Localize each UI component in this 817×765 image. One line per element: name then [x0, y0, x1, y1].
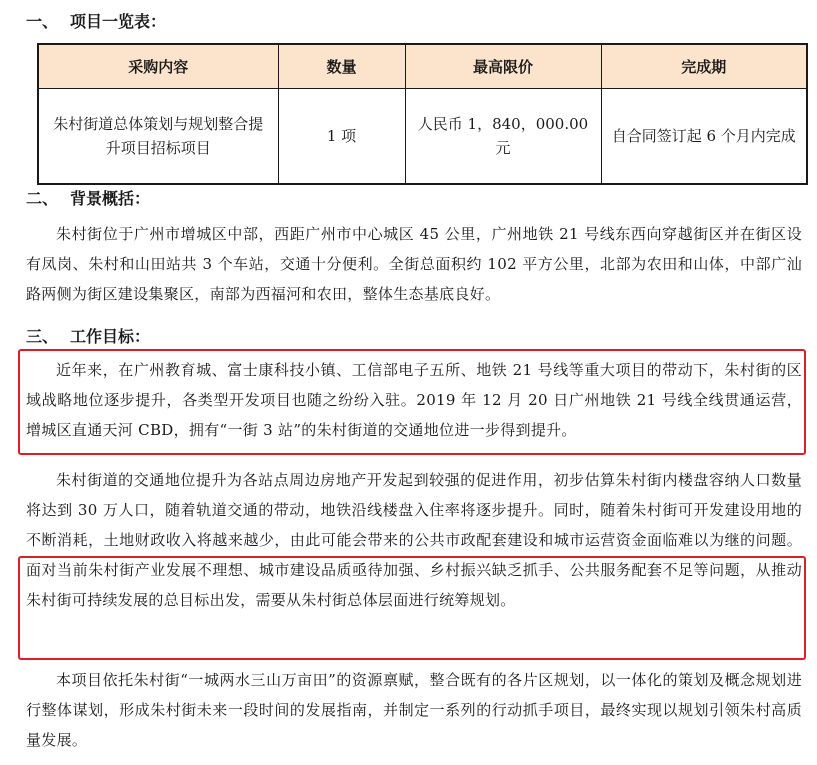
- header-completion: 完成期: [601, 44, 807, 89]
- project-table: [37, 43, 808, 185]
- cell-completion: 自合同签订起 6 个月内完成: [601, 89, 807, 185]
- section-2-title: 背景概括：: [70, 189, 151, 208]
- header-quantity: 数量: [278, 44, 405, 89]
- section-1-heading: [26, 12, 166, 32]
- section-1-title: 项目一览表：: [70, 12, 167, 31]
- cell-content: 朱村街道总体策划与规划整合提升项目招标项目: [38, 89, 278, 185]
- goal-paragraph-1: 近年来，在广州教育城、富士康科技小镇、工信部电子五所、地铁 21 号线等重大项目的带动下，朱村街的区域战略地位逐步提升，各类型开发项目也随之纷纷入驻。2019 年 12 月 20 日广州地铁 21 号线全线贯通运营，增城区直通天河 CBD，拥有“一街 3 站”的朱村街道的交通地位进一步得到提升。: [26, 361, 802, 439]
- section-3-heading: [26, 327, 150, 347]
- goal-paragraph-3: 本项目依托朱村街“一城两水三山万亩田”的资源禀赋，整合既有的各片区规划，以一体化的策划及概念规划进行整体谋划，形成朱村街未来一段时间的发展指南，并制定一系列的行动抓手项目，最终实现以规划引领朱村高质量发展。: [26, 671, 802, 749]
- header-max-price: 最高限价: [405, 44, 601, 89]
- section-2-heading: [26, 189, 150, 209]
- cell-max-price: 人民币 1，840，000.00 元: [405, 89, 601, 185]
- section-2-number: 二、: [26, 189, 59, 208]
- section-3-number: 三、: [26, 327, 59, 346]
- table-row: [38, 89, 807, 185]
- cell-quantity: 1 项: [278, 89, 405, 185]
- section-1-number: 一、: [26, 12, 59, 31]
- table-header-row: [38, 44, 807, 89]
- goal-paragraph-2: 朱村街道的交通地位提升为各站点周边房地产开发起到较强的促进作用，初步估算朱村街内楼盘容纳人口数量将达到 30 万人口，随着轨道交通的带动，地铁沿线楼盘入住率将逐步提升。同时，随着朱村街可开发建设用地的不断消耗，土地财政收入将越来越少，由此可能会带来的公共市政配套建设和城市运营资金面临难以为继的问题。面对当前朱村街产业发展不理想、城市建设品质亟待加强、乡村振兴缺乏抓手、公共服务配套不足等问题，从推动朱村街可持续发展的总目标出发，需要从朱村街总体层面进行统筹规划。: [26, 471, 802, 609]
- section-3-title: 工作目标：: [70, 327, 151, 346]
- background-paragraph: 朱村街位于广州市增城区中部，西距广州市中心城区 45 公里，广州地铁 21 号线东西向穿越街区并在街区设有凤岗、朱村和山田站共 3 个车站，交通十分便利。全街总面积约 102 平方公里，北部为农田和山体，中部广汕路两侧为街区建设集聚区，南部为西福河和农田，整体生态基底良好。: [26, 225, 802, 303]
- header-content: 采购内容: [38, 44, 278, 89]
